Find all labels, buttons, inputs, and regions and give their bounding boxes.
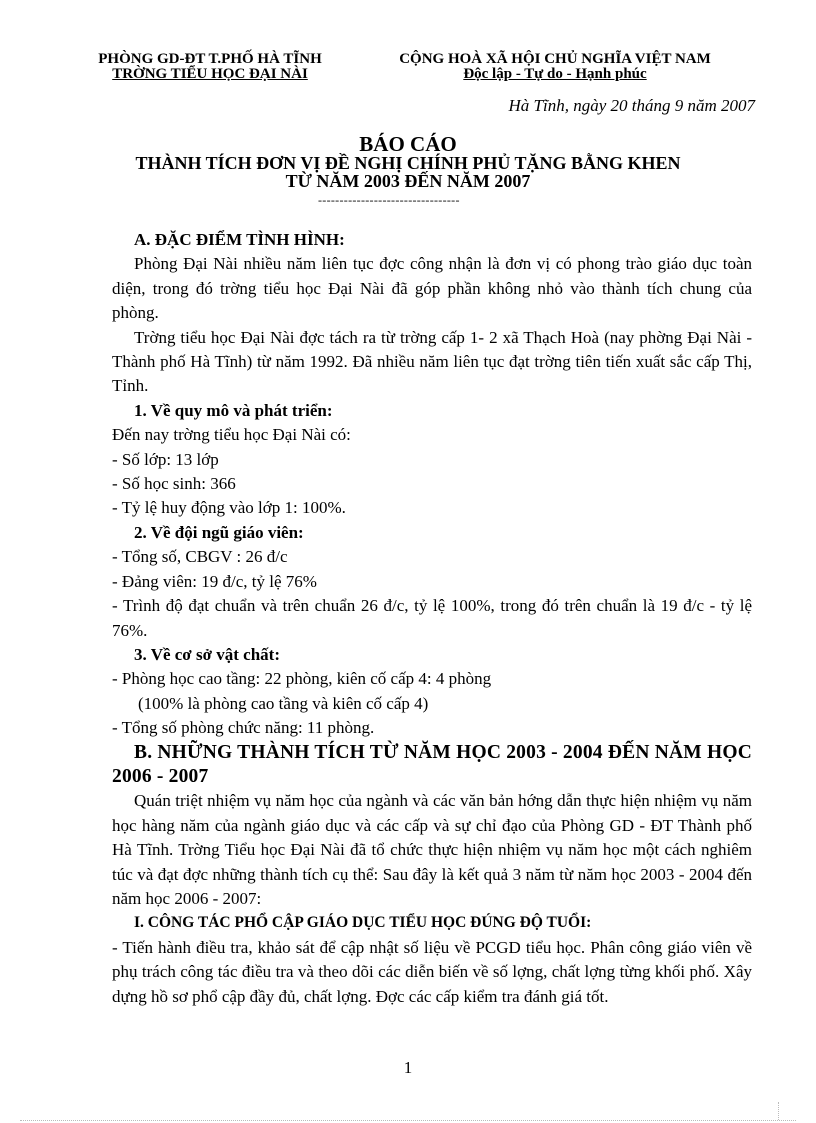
subtitle-line-2: TỪ NĂM 2003 ĐẾN NĂM 2007 xyxy=(285,171,531,191)
page-number: 1 xyxy=(403,1058,413,1077)
list-item: - Số học sinh: 366 xyxy=(112,474,236,494)
country-name: CỘNG HOÀ XÃ HỘI CHỦ NGHĨA VIỆT NAM xyxy=(399,51,711,67)
national-motto-block xyxy=(370,52,740,82)
page-bottom-border xyxy=(20,1120,796,1121)
document-body xyxy=(112,228,752,1009)
document-title: BÁO CÁO xyxy=(359,132,457,156)
list-intro: Đến nay trờng tiểu học Đại Nài có: xyxy=(112,425,351,445)
subsection-heading: 1. Về quy mô và phát triển: xyxy=(134,400,333,420)
paragraph: Trờng tiểu học Đại Nài đợc tách ra từ trờng cấp 1- 2 xã Thạch Hoà (nay phờng Đại Nài - Thành phố Hà Tĩnh) từ năm 1992. Đã nhiều năm liên tục đạt trờng tiên tiến xuất sắc cấp Thị, Tỉnh. xyxy=(112,327,752,396)
list-item: - Phòng học cao tầng: 22 phòng, kiên cố cấp 4: 4 phòng xyxy=(112,669,492,689)
list-item: - Trình độ đạt chuẩn và trên chuẩn 26 đ/c, tỷ lệ 100%, trong đó trên chuẩn là 19 đ/c - tỷ lệ 76%. xyxy=(112,596,752,640)
list-item: - Tổng số phòng chức năng: 11 phòng. xyxy=(112,718,375,738)
title-divider: --------------------------------- xyxy=(318,193,460,207)
list-item: - Đảng viên: 19 đ/c, tỷ lệ 76% xyxy=(112,571,317,591)
paragraph: Phòng Đại Nài nhiều năm liên tục đợc công nhận là đơn vị có phong trào giáo dục toàn diện, trong đó trờng tiểu học Đại Nài đã góp phần không nhỏ vào thành tích chung của phòng. xyxy=(112,254,752,323)
section-b-heading: B. NHỮNG THÀNH TÍCH TỪ NĂM HỌC 2003 - 2004 ĐẾN NĂM HỌC 2006 - 2007 xyxy=(112,741,752,787)
issuer-department: PHÒNG GD-ĐT T.PHỐ HÀ TĨNH xyxy=(98,51,322,67)
paragraph: - Tiến hành điều tra, khảo sát để cập nhật số liệu về PCGD tiểu học. Phân công giáo viên về phụ trách công tác điều tra và theo dõi các diễn biến về số lợng, chất lợng từng khối phố. Xây dựng hồ sơ phổ cập đầy đủ, chất lợng. Đợc các cấp kiểm tra đánh giá tốt. xyxy=(112,937,752,1006)
subsection-heading: 3. Về cơ sở vật chất: xyxy=(134,644,280,664)
list-item: - Tỷ lệ huy động vào lớp 1: 100%. xyxy=(112,498,346,518)
document-date: Hà Tĩnh, ngày 20 tháng 9 năm 2007 xyxy=(508,96,755,115)
list-item: - Số lớp: 13 lớp xyxy=(112,449,219,469)
subtitle-line-1: THÀNH TÍCH ĐƠN VỊ ĐỀ NGHỊ CHÍNH PHỦ TẶNG BẰNG KHEN xyxy=(135,153,681,173)
motto: Độc lập - Tự do - Hạnh phúc xyxy=(463,66,647,82)
list-item-note: (100% là phòng cao tầng và kiên cố cấp 4) xyxy=(138,693,429,713)
document-subtitle xyxy=(40,154,776,190)
page-corner-mark xyxy=(778,1102,780,1120)
subsection-heading: 2. Về đội ngũ giáo viên: xyxy=(134,522,304,542)
issuer-school: TRỜNG TIỂU HỌC ĐẠI NÀI xyxy=(112,66,308,82)
section-a-heading: A. ĐẶC ĐIỂM TÌNH HÌNH: xyxy=(134,230,345,249)
list-item: - Tổng số, CBGV : 26 đ/c xyxy=(112,547,288,567)
paragraph: Quán triệt nhiệm vụ năm học của ngành và các văn bản hớng dẫn thực hiện nhiệm vụ năm học hàng năm của ngành giáo dục và các cấp và sự chỉ đạo của Phòng GD - ĐT Thành phố Hà Tĩnh. Trờng Tiểu học Đại Nài đã tổ chức thực hiện nhiệm vụ năm học một cách nghiêm túc và đạt đợc những thành tích cụ thể: Sau đây là kết quả 3 năm từ năm học 2003 - 2004 đến năm học 2006 - 2007: xyxy=(112,791,752,908)
section-i-heading: I. CÔNG TÁC PHỔ CẬP GIÁO DỤC TIỂU HỌC ĐÚNG ĐỘ TUỔI: xyxy=(134,914,592,932)
issuer-block xyxy=(60,52,360,82)
